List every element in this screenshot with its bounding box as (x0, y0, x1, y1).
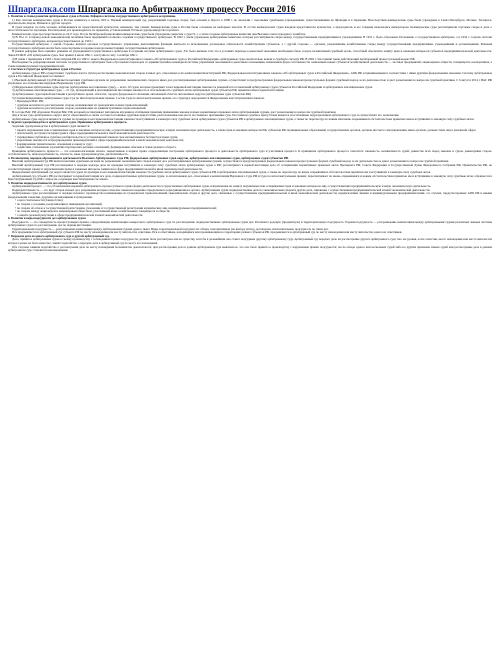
list-item: • судебная коллегия по рассмотрению споров, возникающих из гражданских и иных правоотношений; (18, 104, 492, 108)
list-item: • по спорам между акционером и акционерным обществом, участниками иных хозяйственных товариществ и обществ; (18, 210, 492, 214)
paragraph: 5) Специализированные арбитражные суды: Суд по интеллектуальным правам. Состав Суда по интеллектуальным правам, его структура определяются Федеральным конституционным законом. (12, 95, 265, 100)
paragraph: Арбитражные суды рассматривают в порядке искового производства возникающие из гражданских правоотношений экономические споры и другие дела, связанные с осуществлением предпринимательской и иной экономической деятельности, юридическими лицами и индивидуальными предпринимателями, а в случаях, предусмотренных АПК РФ и иными федеральными законами, другими организациями и гражданами. (8, 191, 492, 199)
document-page (8, 4, 492, 646)
paragraph: 1) Как система коммерческих судов в России появилась в начале XIX в. Первый коммерческий суд, разрешавший торговые споры, был основан в Одессе в 1808 г. по аналогии с торговыми судебными учреждениями, существовавшими во Франции и в Германии. Впоследствии коммерческие суды были учреждены в Санкт-Петербурге, Москве, Таганроге, Архангельске, Керчи, Измаиле и других городах. (8, 17, 492, 26)
list-item: • о защите деловой репутации в сфере предпринимательской и иной экономической деятельности. (18, 214, 492, 218)
paragraph: Два и более суда арбитражного округа могут образовывать в своем составе постоянные судебные присутствия, расположенные вне места постоянного пребывания суда. Постоянное судебное присутствие является обособленным подразделением арбитражного суда и осуществляет его полномочия. (12, 113, 400, 118)
list-item: • о несостоятельности (банкротстве); (18, 199, 492, 203)
list-item: • судебная коллегия по рассмотрению споров, возникающих из административных правоотношений. (18, 107, 492, 111)
list-item: • справедливое публичное судебное разбирательство в установленный законом срок независимым и беспристрастным судом; (18, 136, 492, 140)
document-body (8, 15, 492, 253)
paragraph: Принципы арбитражного процесса — это основополагающие начала, закрепленные в нормах права, определяющие построение арбитражного процесса и деятельность арбитражного суда и участников процесса. К принципам арбитражного процесса относятся: законность, независимость судей, равенство всех перед законом и судом, равноправие сторон, состязательность, непосредственность, гласность, язык судопроизводства, диспозитивность. (8, 148, 492, 157)
paragraph: 3) В 30-е гг. в период новой экономической политики была предпринята попытка создания государственного арбитража. В 1922 г. были учреждены арбитражные комиссии, которые рассматривали споры между государственными предприятиями и учреждениями. В 1931 г. было образовано Положение о государственном арбитраже, а в 1934 г. создана система государственного арбитража, которая просуществовала до 1991 г. (8, 35, 492, 43)
list-item: • обеспечение доступности правосудия в сфере предпринимательской и иной экономической деятельности; (18, 132, 492, 136)
paragraph: Задачами судопроизводства в арбитражных судах являются: (12, 123, 91, 128)
paragraph: Подсудность — это совокупность процессуальных правил, определяющих компетенцию конкретного арбитражного суда по рассмотрению подведомственных арбитражным судам дел. Различают родовую (предметную) и территориальную подсудность. Родовая подсудность — разграничение компетенции между арбитражными судами различных звеньев системы арбитражных судов по рассмотрению дел по первой инстанции. (8, 219, 492, 228)
list-item: • содействие становлению и развитию партнерских деловых отношений, формированию обычаев и этики делового оборота. (18, 146, 492, 150)
section-heading: 4. Полномочия, порядок образования и деятельности Высшего Арбитражного Суда РФ, федеральных арбитражных судов округов, арбитражных апелляционных судов, арбитражных судов субъектов РФ. (8, 155, 289, 160)
paragraph: Государственный арбитраж, с одной стороны, являлся органом государственного управления, выполнявшим функции контроля за исполнением договорных обязательств хозяйствующих субъектов, а с другой стороны — органом, разрешавшим хозяйственные споры между государственными предприятиями, учреждениями и организациями. Решения государственного арбитража могли быть пересмотрены в порядке надзора вышестоящим государственным арбитражем. (8, 42, 492, 50)
paragraph: Высший Арбитражный Суд РФ рассматривал в порядке надзора дела по проверке вступивших в законную силу судебных актов арбитражных судов в РФ; рассматривал в первой инстанции дела об оспаривании нормативных правовых актов Президента РФ, Совета Федерации и Государственной Думы Федерального Собрания РФ, Правительства РФ, не соответствующих закону и затрагивающих права и законные интересы заявителя в сфере предпринимательской и иной экономической деятельности. (8, 162, 492, 171)
paragraph: Арбитражные суды в РФ осуществляют судебную власть путем рассмотрения экономических споров и иных дел, отнесенных к их компетенции Конституцией РФ, Федеральным конституционным законом «Об арбитражных судах в Российской Федерации», АПК РФ и принимаемыми в соответствии с ними другими федеральными законами. Систему арбитражных судов в Российской Федерации составляют: (8, 70, 492, 79)
list-item: • Президиум ВАС РФ; (18, 100, 492, 104)
list-item: • укрепление законности и предупреждение правонарушений в сфере предпринимательской и иной экономической деятельности; (18, 139, 492, 143)
section-heading: 5. Понятие подведомственности дел арбитражным судам. (8, 180, 88, 185)
document-title (8, 4, 492, 14)
paragraph: Арбитражные суды округов являются судами по проверке в кассационной инстанции законности вступивших в законную силу судебных актов арбитражных судов субъектов РФ и арбитражных апелляционных судов, а также по пересмотру по новым или вновь открывшимся обстоятельствам принятых ими и вступивших в законную силу судебных актов. (12, 116, 475, 121)
section-heading: 1. Понятие и этапы развития арбитражных судов в России. Реформа системы государственного арбитража и ее причины. (8, 14, 177, 18)
list-item: • по спорам об отказе в государственной регистрации, уклонении от государственной регистрации юридических лиц, индивидуальных предпринимателей; (18, 207, 492, 211)
paragraph: 1) Высший Арбитражный Суд РФ является высшим судебным органом по разрешению экономических споров и иных дел, рассматриваемых арбитражными судами, осуществляет в предусмотренных федеральным законом процессуальных формах судебный надзор за их деятельностью и дает разъяснения по вопросам судебной практики. С 6 августа 2014 г. ВАС РФ упразднен, его полномочия переданы Верховному Суду РФ. (8, 77, 492, 86)
section-heading: 6. Понятие и виды подсудности дел арбитражным судам. (8, 216, 87, 221)
section-heading: 3. Задачи судопроизводства в арбитражных судах. Принципы арбитражного процесса. (8, 120, 128, 125)
section-heading: 2. Система и структура арбитражных судов в России. (8, 67, 82, 72)
paragraph: Подведомственность — это круг споров и иных дел, разрешение которых отнесено законом к ведению определенного юрисдикционного органа. Арбитражным судам подведомственны дела по экономическим спорам и другие дела, связанные с осуществлением предпринимательской и иной экономической деятельности. (12, 187, 431, 192)
paragraph: В судах входило по пять человек, избиравшихся из представителей купечества; наименее, тем самым, Коммерческие суды в России были основаны на выборных началах. В состав коммерческих судов входили представители купечества, а председатель и его товарищ назначались императором. Коммерческие суды рассматривали торговые споры и дела о несостоятельности торговцев. Рассмотрение дел производилось по правилам, установленным Уставом судопроизводства торгового. (8, 24, 492, 33)
list-item: • по спорам о создании, реорганизации и ликвидации организаций; (18, 203, 492, 207)
paragraph: Высший Арбитражный Суд РФ являлся высшим судебным органом по разрешению экономических споров и иных дел, рассматриваемых арбитражными судами, осуществлял в предусмотренных федеральным законом процессуальных формах судебный надзор за их деятельностью и давал разъяснения по вопросам судебной практики. (12, 159, 450, 164)
paragraph: Необходимость реформирования системы государственного арбитража была обусловлена переходом от административно-командной системы управления экономикой к рыночным отношениям, изменением форм собственности, появлением новых субъектов хозяйственной деятельности — частных предприятий, акционерных обществ, товариществ, кооперативов, а также индивидуальных предпринимателей. (8, 60, 492, 68)
paragraph: Обе стороны заявили ходатайство о рассмотрении дела по месту нахождения большинства доказательств; при рассмотрении дела в данном арбитражном суде выяснилось, что оно было принято к производству с нарушением правил подсудности; после отвода одного или нескольких судей либо по другим причинам замена судей или рассмотрение дела в данном арбитражном суде становятся невозможными. (8, 244, 492, 253)
list-item: • формирование уважительного отношения к закону и суду; (18, 143, 492, 147)
paragraph: 2) Федеральные арбитражные суды округов (арбитражные кассационные суды) — всего 10 судов, которые проверяют в кассационной инстанции законность решений и постановлений арбитражных судов субъектов Российской Федерации и арбитражных апелляционных судов. (12, 84, 373, 89)
paragraph: Коммерческие суды просуществовали до 1917 года. После Октябрьской революции коммерческие суды были упразднены декретом о суде № 1, а затем созданы арбитражные комиссии при Высшем совете народного хозяйства. (12, 31, 306, 36)
paragraph: В составе ВАС РФ образован Пленум ВАС РФ, который рассматривает материалы изучения и обобщения практики применения законов и иных нормативных правовых актов арбитражными судами, дает разъяснения по вопросам судебной практики. (12, 109, 337, 114)
paragraph: Арбитражный суд субъекта РФ рассматривает в первой инстанции все дела, подведомственные арбитражным судам, за исключением дел, отнесенных к компетенции Верховного Суда РФ и Суда по интеллектуальным правам; пересматривает по вновь открывшимся и новым обстоятельствам принятые им и вступившие в законную силу судебные акты; обращается в Конституционный Суд РФ с запросом о проверке конституционности закона. (8, 173, 492, 182)
paragraph: Федеральный арбитражный суд округа является судом по проверке в кассационной инстанции законности судебных актов арбитражных судов субъектов РФ и арбитражных апелляционных судов, а также по пересмотру по вновь открывшимся обстоятельствам принятых им и вступивших в законную силу судебных актов. (12, 170, 431, 175)
list-item: • защита нарушенных или оспариваемых прав и законных интересов лиц, осуществляющих предпринимательскую и иную экономическую деятельность, а также прав и законных интересов РФ, субъектов РФ, муниципальных образований, государственных органов, органов местного самоуправления, иных органов, должностных лиц в указанной сфере; (18, 129, 492, 133)
paragraph: Территориальная подсудность — разграничение компетенции между арбитражными судами одного звена. Виды территориальной подсудности: общая, альтернативная (по выбору истца), договорная, исключительная, подсудность по связи дел. (12, 226, 329, 231)
paragraph: В рамках реформы было принято решение об упразднении государственного арбитража и создании системы арбитражных судов. Это было вызвано тем, что в условиях перехода к рыночной экономике необходимо было создать независимый судебный орган, способный обеспечить защиту прав и законных интересов субъектов предпринимательской деятельности. Закон РСФСР «Об арбитражном суде» был принят 4 июля 1991 г. и вступил в силу 1 октября 1991 г. (8, 49, 492, 58)
site-name[interactable]: Шпаргалка.com (8, 4, 76, 14)
paragraph: Иск предъявляется в арбитражный суд субъекта РФ по месту нахождения или месту жительства ответчика. Иск к ответчикам, находящимся или проживающим на территориях разных субъектов РФ, предъявляется в арбитражный суд по месту нахождения или месту жительства одного из ответчиков. (12, 230, 403, 235)
paragraph: 4) Арбитражные суды первой инстанции в республиках, краях, областях, городах федерального значения, автономной области, автономных округах (арбитражные суды субъектов РФ). (12, 92, 252, 97)
paragraph: 3) Арбитражные апелляционные суды — 21 суд, проверяющий в апелляционной инстанции законность и обоснованность судебных актов арбитражных судов субъектов РФ, принятых ими в первой инстанции. (12, 88, 285, 93)
section-heading: 7. Передача дела из одного арбитражного суда в другой арбитражный суд. (8, 233, 110, 238)
paragraph: Дело, принятое арбитражным судом к своему производству с соблюдением правил подсудности, должно быть рассмотрено им по существу, хотя бы в дальнейшем оно станет подсудным другому арбитражному суду. Арбитражный суд передает дело на рассмотрение другого арбитражного суда того же уровня, если: ответчик, место нахождения или место жительства которого ранее не было известно, заявит ходатайство о передаче дела в арбитражный суд по месту его нахождения. (8, 237, 492, 245)
paragraph: Арбитражный процесс — это установленная нормами арбитражного процессуального права форма деятельности государственных арбитражных судов, направленная на защиту нарушенных или оспариваемых прав и законных интересов лиц, осуществляющих предпринимательскую и иную экономическую деятельность. (12, 184, 432, 189)
paragraph: 4) В связи с принятием в 1993 г. Конституции РФ и в 1995 г. нового Федерального конституционного закона «Об арбитражных судах в Российской Федерации» арбитражные суды окончательно вошли в судебную систему РФ. В 2002 г. был принят ныне действующий Арбитражный процессуальный кодекс РФ. (12, 56, 416, 61)
title-text: Шпаргалка по Арбитражному процессу России 2016 (75, 4, 296, 14)
